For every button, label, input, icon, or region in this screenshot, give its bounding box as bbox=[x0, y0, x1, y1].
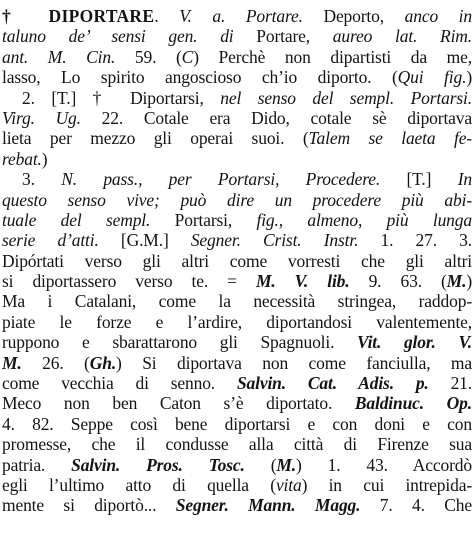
italic-run: In bbox=[457, 169, 472, 190]
italic-run: Salvin. Pros. Tosc. bbox=[71, 454, 245, 475]
text-run: 3. bbox=[22, 169, 62, 190]
text-run: ) in cui intrepida- bbox=[301, 474, 472, 495]
entry-line bbox=[2, 108, 472, 128]
text-run: ) bbox=[41, 148, 48, 169]
entry-line bbox=[2, 353, 472, 373]
text-run: promesse, che il condusse alla città di Firenze sua bbox=[2, 434, 472, 455]
italic-run: C bbox=[181, 46, 194, 67]
text-run: 21. bbox=[428, 373, 472, 394]
italic-run: V. a. Portare. bbox=[179, 6, 303, 26]
entry-line bbox=[2, 230, 472, 250]
italic-run: Segner. Mann. Magg. bbox=[175, 495, 361, 516]
headword: † DIPORTARE bbox=[2, 6, 155, 26]
text-run: 59. ( bbox=[115, 46, 182, 67]
text-run: Dipórtati verso gli altri come vorresti che gli altri bbox=[2, 250, 472, 271]
italic-run: ant. M. Cin. bbox=[2, 46, 116, 67]
entry-line bbox=[2, 88, 472, 108]
italic-run: vita bbox=[275, 474, 302, 495]
entry-line bbox=[2, 393, 472, 413]
italic-run: aureo lat. Rim. bbox=[332, 26, 472, 47]
entry-line bbox=[2, 251, 472, 271]
entry-line bbox=[2, 26, 472, 46]
text-run: . bbox=[154, 6, 180, 26]
text-run: 2. [T.] † Diportarsi, bbox=[22, 87, 221, 108]
entry-line bbox=[2, 169, 472, 189]
dictionary-entry-diportare bbox=[2, 6, 472, 516]
text-run: egli l’ultimo atto di quella ( bbox=[2, 474, 276, 495]
italic-run: anco in bbox=[404, 6, 472, 26]
italic-run: N. pass., per Portarsi, Procedere. bbox=[61, 169, 381, 190]
text-run: 9. 63. ( bbox=[349, 271, 447, 292]
entry-line bbox=[2, 210, 472, 230]
text-run: patria. bbox=[2, 454, 72, 475]
text-run: ruppono e sbarattarono gli Spagnuoli. bbox=[2, 332, 358, 353]
entry-line bbox=[2, 6, 472, 26]
text-run: ) Perchè non dipartisti da me, bbox=[193, 46, 472, 67]
text-run: [T.] bbox=[380, 169, 458, 190]
text-run: 26. ( bbox=[21, 352, 90, 373]
italic-run: Vit. glor. V. bbox=[357, 332, 472, 353]
italic-run: Talem se laeta fe- bbox=[308, 128, 472, 149]
entry-line bbox=[2, 128, 472, 148]
entry-line bbox=[2, 455, 472, 475]
italic-run: nel senso del sempl. Portarsi. bbox=[220, 87, 472, 108]
italic-run: questo senso vive; può dire un procedere più abi- bbox=[2, 189, 472, 210]
entry-line bbox=[2, 67, 472, 87]
entry-line bbox=[2, 271, 472, 291]
italic-run: M. bbox=[2, 352, 22, 373]
entry-line bbox=[2, 475, 472, 495]
text-run: ) bbox=[466, 271, 472, 292]
text-run: Portarsi, bbox=[150, 209, 257, 230]
text-run: si diportassero verso te. = bbox=[2, 271, 256, 292]
entry-line bbox=[2, 312, 472, 332]
entry-line bbox=[2, 373, 472, 393]
italic-run: M. bbox=[276, 454, 297, 475]
text-run: ) 1. 43. Accordò bbox=[296, 454, 472, 475]
italic-run: fig., almeno, più lunga bbox=[256, 209, 472, 230]
text-run: 22. Cotale era Dido, cotale sè diportava bbox=[80, 107, 472, 128]
text-run: come vecchia di senno. bbox=[2, 373, 237, 394]
italic-run: taluno de’ sensi gen. di bbox=[2, 26, 234, 47]
italic-run: M. V. lib. bbox=[255, 271, 350, 292]
entry-line bbox=[2, 414, 472, 434]
text-run: lasso, Lo spirito angoscioso ch’io diporto. ( bbox=[2, 67, 398, 88]
entry-line bbox=[2, 332, 472, 352]
entry-line bbox=[2, 495, 472, 515]
italic-run: Salvin. Cat. Adis. p. bbox=[236, 373, 429, 394]
text-run: 1. 27. 3. bbox=[358, 230, 472, 251]
text-run: [G.M.] bbox=[98, 230, 191, 251]
italic-run: Segner. Crist. Instr. bbox=[190, 230, 359, 251]
entry-line bbox=[2, 47, 472, 67]
text-run: Deporto, bbox=[302, 6, 405, 26]
italic-run: Gh. bbox=[89, 352, 117, 373]
italic-run: M. bbox=[446, 271, 467, 292]
text-run: ) bbox=[466, 67, 472, 88]
italic-run: serie d’atti. bbox=[2, 230, 99, 251]
text-run: Portare, bbox=[233, 26, 333, 47]
text-run: ( bbox=[244, 454, 277, 475]
italic-run: rebat. bbox=[2, 148, 42, 169]
italic-run: Virg. Ug. bbox=[2, 107, 81, 128]
italic-run: tuale del sempl. bbox=[2, 209, 151, 230]
text-run: mente si diportò... bbox=[2, 495, 176, 516]
text-run: 7. 4. Che bbox=[360, 495, 472, 516]
entry-line bbox=[2, 149, 472, 169]
text-run: Ma i Catalani, come la necessità stringea, raddop- bbox=[2, 291, 472, 312]
entry-line bbox=[2, 291, 472, 311]
italic-run: Qui fig. bbox=[397, 67, 467, 88]
text-run: lieta per mezzo gli operai suoi. ( bbox=[2, 128, 309, 149]
entry-line bbox=[2, 190, 472, 210]
text-run: 4. 82. Seppe così bene diportarsi e con doni e con bbox=[2, 413, 472, 434]
entry-line bbox=[2, 434, 472, 454]
text-run: Meco non ben Caton s’è diportato. bbox=[2, 393, 355, 414]
text-run: ) Si diportava non come fanciulla, ma bbox=[116, 352, 472, 373]
italic-run: Baldinuc. Op. bbox=[354, 393, 472, 414]
text-run: piate le forze e l’ardire, diportandosi valentemente, bbox=[2, 311, 472, 332]
